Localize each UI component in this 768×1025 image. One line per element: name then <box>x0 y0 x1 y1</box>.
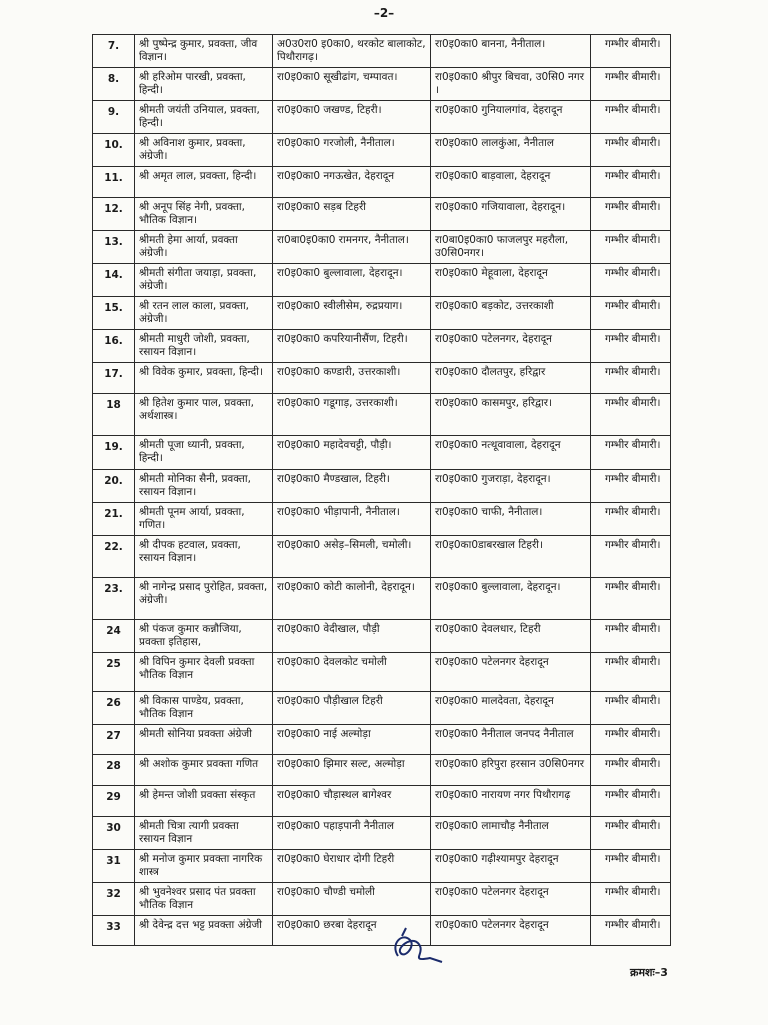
cell-from: रा0इ0का0 गडूगाड़, उत्तरकाशी। <box>273 394 431 436</box>
cell-no: 13. <box>93 231 135 264</box>
cell-no: 12. <box>93 198 135 231</box>
cell-no: 21. <box>93 503 135 536</box>
cell-reason: गम्भीर बीमारी। <box>591 653 671 692</box>
cell-name: श्री अशोक कुमार प्रवक्ता गणित <box>135 755 273 786</box>
cell-name: श्री अनूप सिंह नेगी, प्रवक्ता, भौतिक विज्ञान। <box>135 198 273 231</box>
cell-name: श्री विपिन कुमार देवली प्रवक्ता भौतिक विज्ञान <box>135 653 273 692</box>
cell-to: रा0इ0का0 हरिपुरा हरसान उ0सि0नगर <box>431 755 591 786</box>
cell-no: 22. <box>93 536 135 578</box>
cell-reason: गम्भीर बीमारी। <box>591 755 671 786</box>
cell-from: रा0इ0का0 पहाड़पानी नैनीताल <box>273 817 431 850</box>
cell-name: श्री पुष्पेन्द्र कुमार, प्रवक्ता, जीव विज्ञान। <box>135 35 273 68</box>
cell-reason: गम्भीर बीमारी। <box>591 35 671 68</box>
continuation-note: क्रमशः–3 <box>630 966 668 979</box>
cell-reason: गम्भीर बीमारी। <box>591 850 671 883</box>
cell-no: 16. <box>93 330 135 363</box>
table-row <box>93 653 671 692</box>
cell-reason: गम्भीर बीमारी। <box>591 817 671 850</box>
cell-from: अ0उ0रा0 इ0का0, थरकोट बालाकोट, पिथौरागढ़। <box>273 35 431 68</box>
cell-name: श्री हरिओम पारखी, प्रवक्ता, हिन्दी। <box>135 68 273 101</box>
table-row <box>93 817 671 850</box>
cell-reason: गम्भीर बीमारी। <box>591 330 671 363</box>
cell-to: रा0इ0का0 लालकुंआ, नैनीताल <box>431 134 591 167</box>
cell-name: श्री मनोज कुमार प्रवक्ता नागरिक शास्त्र <box>135 850 273 883</box>
cell-name: श्री विकास पाण्डेय, प्रवक्ता, भौतिक विज्ञान <box>135 692 273 725</box>
cell-name: श्रीमती सोनिया प्रवक्ता अंग्रेजी <box>135 725 273 755</box>
cell-no: 19. <box>93 436 135 470</box>
table-row <box>93 101 671 134</box>
cell-reason: गम्भीर बीमारी। <box>591 436 671 470</box>
cell-to: रा0इ0का0 देवलधार, टिहरी <box>431 620 591 653</box>
cell-from: रा0इ0का0 देवलकोट चमोली <box>273 653 431 692</box>
cell-reason: गम्भीर बीमारी। <box>591 101 671 134</box>
cell-to: रा0इ0का0डाबरखाल टिहरी। <box>431 536 591 578</box>
cell-reason: गम्भीर बीमारी। <box>591 134 671 167</box>
table-row <box>93 167 671 198</box>
cell-no: 7. <box>93 35 135 68</box>
cell-name: श्रीमती संगीता जयाड़ा, प्रवक्ता, अंग्रेजी। <box>135 264 273 297</box>
cell-no: 18 <box>93 394 135 436</box>
cell-no: 25 <box>93 653 135 692</box>
table-row <box>93 330 671 363</box>
cell-from: रा0इ0का0 असेड़–सिमली, चमोली। <box>273 536 431 578</box>
cell-from: रा0इ0का0 नगऊखेत, देहरादून <box>273 167 431 198</box>
cell-reason: गम्भीर बीमारी। <box>591 620 671 653</box>
cell-no: 27 <box>93 725 135 755</box>
cell-reason: गम्भीर बीमारी। <box>591 916 671 946</box>
cell-name: श्री हेमन्त जोशी प्रवक्ता संस्कृत <box>135 786 273 817</box>
cell-to: रा0इ0का0 पटेलनगर, देहरादून <box>431 330 591 363</box>
cell-from: रा0इ0का0 स्वीलीसेम, रुद्रप्रयाग। <box>273 297 431 330</box>
cell-to: रा0इ0का0 चाफी, नैनीताल। <box>431 503 591 536</box>
cell-to: रा0इ0का0 नैनीताल जनपद नैनीताल <box>431 725 591 755</box>
cell-reason: गम्भीर बीमारी। <box>591 725 671 755</box>
cell-from: रा0इ0का0 छरबा देहरादून <box>273 916 431 946</box>
cell-no: 31 <box>93 850 135 883</box>
table-row <box>93 786 671 817</box>
cell-from: रा0इ0का0 जखण्ड, टिहरी। <box>273 101 431 134</box>
cell-to: रा0इ0का0 श्रीपुर बिचवा, उ0सि0 नगर । <box>431 68 591 101</box>
table-row <box>93 620 671 653</box>
cell-no: 10. <box>93 134 135 167</box>
cell-reason: गम्भीर बीमारी। <box>591 470 671 503</box>
cell-no: 33 <box>93 916 135 946</box>
cell-name: श्रीमती चित्रा त्यागी प्रवक्ता रसायन विज्ञान <box>135 817 273 850</box>
cell-reason: गम्भीर बीमारी। <box>591 883 671 916</box>
cell-from: रा0इ0का0 घेराधार दोगी टिहरी <box>273 850 431 883</box>
cell-to: रा0इ0का0 गढ़ीश्यामपुर देहरादून <box>431 850 591 883</box>
cell-from: रा0इ0का0 गरजोली, नैनीताल। <box>273 134 431 167</box>
cell-from: रा0इ0का0 झिमार सल्ट, अल्मोड़ा <box>273 755 431 786</box>
table-row <box>93 536 671 578</box>
table-row <box>93 35 671 68</box>
cell-no: 17. <box>93 363 135 394</box>
transfer-table <box>92 34 671 946</box>
cell-reason: गम्भीर बीमारी। <box>591 578 671 620</box>
cell-no: 20. <box>93 470 135 503</box>
cell-reason: गम्भीर बीमारी। <box>591 363 671 394</box>
cell-no: 8. <box>93 68 135 101</box>
cell-from: रा0इ0का0 कण्डारी, उत्तरकाशी। <box>273 363 431 394</box>
cell-to: रा0इ0का0 नत्थूवावाला, देहरादून <box>431 436 591 470</box>
table-row <box>93 436 671 470</box>
table-row <box>93 725 671 755</box>
page-number-marker: –2– <box>373 6 395 20</box>
cell-to: रा0इ0का0 पटेलनगर देहरादून <box>431 916 591 946</box>
cell-from: रा0इ0का0 नाई अल्मोड़ा <box>273 725 431 755</box>
cell-reason: गम्भीर बीमारी। <box>591 264 671 297</box>
cell-name: श्री हितेश कुमार पाल, प्रवक्ता, अर्थशास्त्र। <box>135 394 273 436</box>
table-row <box>93 394 671 436</box>
cell-to: रा0इ0का0 बड़कोट, उत्तरकाशी <box>431 297 591 330</box>
cell-no: 9. <box>93 101 135 134</box>
cell-from: रा0इ0का0 चौड़ास्थल बागेश्वर <box>273 786 431 817</box>
cell-name: श्री नागेन्द्र प्रसाद पुरोहित, प्रवक्ता, अंग्रेजी। <box>135 578 273 620</box>
cell-to: रा0इ0का0 कासमपुर, हरिद्वार। <box>431 394 591 436</box>
cell-name: श्रीमती जयंती उनियाल, प्रवक्ता, हिन्दी। <box>135 101 273 134</box>
cell-name: श्रीमती माधुरी जोशी, प्रवक्ता, रसायन विज्ञान। <box>135 330 273 363</box>
cell-from: रा0इ0का0 पौड़ीखाल टिहरी <box>273 692 431 725</box>
table-row <box>93 470 671 503</box>
table-row <box>93 198 671 231</box>
cell-from: रा0इ0का0 सूखीढांग, चम्पावत। <box>273 68 431 101</box>
cell-no: 26 <box>93 692 135 725</box>
cell-to: रा0बा0इ0का0 फाजलपुर महरौला, उ0सि0नगर। <box>431 231 591 264</box>
cell-reason: गम्भीर बीमारी। <box>591 231 671 264</box>
cell-from: रा0बा0इ0का0 रामनगर, नैनीताल। <box>273 231 431 264</box>
cell-no: 29 <box>93 786 135 817</box>
table-row <box>93 755 671 786</box>
cell-name: श्रीमती पूजा ध्यानी, प्रवक्ता, हिन्दी। <box>135 436 273 470</box>
cell-name: श्री दीपक हटवाल, प्रवक्ता, रसायन विज्ञान। <box>135 536 273 578</box>
cell-to: रा0इ0का0 नारायण नगर पिथौरागढ़ <box>431 786 591 817</box>
table-row <box>93 297 671 330</box>
cell-to: रा0इ0का0 लामाचौड़ नैनीताल <box>431 817 591 850</box>
cell-name: श्री पंकज कुमार कन्नौजिया, प्रवक्ता इतिहास, <box>135 620 273 653</box>
cell-name: श्रीमती मोनिका सैनी, प्रवक्ता, रसायन विज्ञान। <box>135 470 273 503</box>
cell-to: रा0इ0का0 बुल्लावाला, देहरादून। <box>431 578 591 620</box>
table-row <box>93 503 671 536</box>
cell-name: श्री अविनाश कुमार, प्रवक्ता, अंग्रेजी। <box>135 134 273 167</box>
cell-no: 30 <box>93 817 135 850</box>
cell-reason: गम्भीर बीमारी। <box>591 786 671 817</box>
cell-reason: गम्भीर बीमारी। <box>591 68 671 101</box>
cell-name: श्रीमती हेमा आर्या, प्रवक्ता अंग्रेजी। <box>135 231 273 264</box>
cell-reason: गम्भीर बीमारी। <box>591 394 671 436</box>
cell-reason: गम्भीर बीमारी। <box>591 503 671 536</box>
cell-name: श्री विवेक कुमार, प्रवक्ता, हिन्दी। <box>135 363 273 394</box>
table-row <box>93 68 671 101</box>
cell-reason: गम्भीर बीमारी। <box>591 297 671 330</box>
cell-from: रा0इ0का0 चौण्डी चमोली <box>273 883 431 916</box>
cell-reason: गम्भीर बीमारी। <box>591 198 671 231</box>
cell-to: रा0इ0का0 गुजराड़ा, देहरादून। <box>431 470 591 503</box>
cell-to: रा0इ0का0 गजियावाला, देहरादून। <box>431 198 591 231</box>
cell-no: 15. <box>93 297 135 330</box>
cell-to: रा0इ0का0 मालदेवता, देहरादून <box>431 692 591 725</box>
cell-name: श्री देवेन्द्र दत्त भट्ट प्रवक्ता अंग्रेजी <box>135 916 273 946</box>
cell-no: 23. <box>93 578 135 620</box>
cell-name: श्री अमृत लाल, प्रवक्ता, हिन्दी। <box>135 167 273 198</box>
cell-name: श्री भुवनेश्वर प्रसाद पंत प्रवक्ता भौतिक विज्ञान <box>135 883 273 916</box>
cell-to: रा0इ0का0 पटेलनगर देहरादून <box>431 883 591 916</box>
table-row <box>93 134 671 167</box>
cell-to: रा0इ0का0 मेहूवाला, देहरादून <box>431 264 591 297</box>
cell-no: 24 <box>93 620 135 653</box>
cell-from: रा0इ0का0 भीड़ापानी, नैनीताल। <box>273 503 431 536</box>
cell-no: 28 <box>93 755 135 786</box>
cell-reason: गम्भीर बीमारी। <box>591 692 671 725</box>
table-row <box>93 363 671 394</box>
table-row <box>93 692 671 725</box>
table-row <box>93 264 671 297</box>
cell-name: श्री रतन लाल काला, प्रवक्ता, अंग्रेजी। <box>135 297 273 330</box>
table-row <box>93 850 671 883</box>
table-row <box>93 578 671 620</box>
cell-name: श्रीमती पूनम आर्या, प्रवक्ता, गणित। <box>135 503 273 536</box>
cell-from: रा0इ0का0 सड़ब टिहरी <box>273 198 431 231</box>
cell-to: रा0इ0का0 दौलतपुर, हरिद्वार <box>431 363 591 394</box>
cell-no: 32 <box>93 883 135 916</box>
cell-reason: गम्भीर बीमारी। <box>591 536 671 578</box>
cell-from: रा0इ0का0 बुल्लावाला, देहरादून। <box>273 264 431 297</box>
cell-no: 14. <box>93 264 135 297</box>
cell-from: रा0इ0का0 महादेवचट्टी, पौड़ी। <box>273 436 431 470</box>
cell-from: रा0इ0का0 कोटी कालोनी, देहरादून। <box>273 578 431 620</box>
cell-to: रा0इ0का0 पटेलनगर देहरादून <box>431 653 591 692</box>
cell-to: रा0इ0का0 गुनियालगांव, देहरादून <box>431 101 591 134</box>
cell-no: 11. <box>93 167 135 198</box>
table-row <box>93 231 671 264</box>
cell-reason: गम्भीर बीमारी। <box>591 167 671 198</box>
table-row <box>93 883 671 916</box>
cell-from: रा0इ0का0 वेदीखाल, पौड़ी <box>273 620 431 653</box>
cell-from: रा0इ0का0 कपरियानीसैंण, टिहरी। <box>273 330 431 363</box>
cell-to: रा0इ0का0 बाड़वाला, देहरादून <box>431 167 591 198</box>
cell-to: रा0इ0का0 बानना, नैनीताल। <box>431 35 591 68</box>
cell-from: रा0इ0का0 मैण्डखाल, टिहरी। <box>273 470 431 503</box>
signature <box>380 926 450 968</box>
